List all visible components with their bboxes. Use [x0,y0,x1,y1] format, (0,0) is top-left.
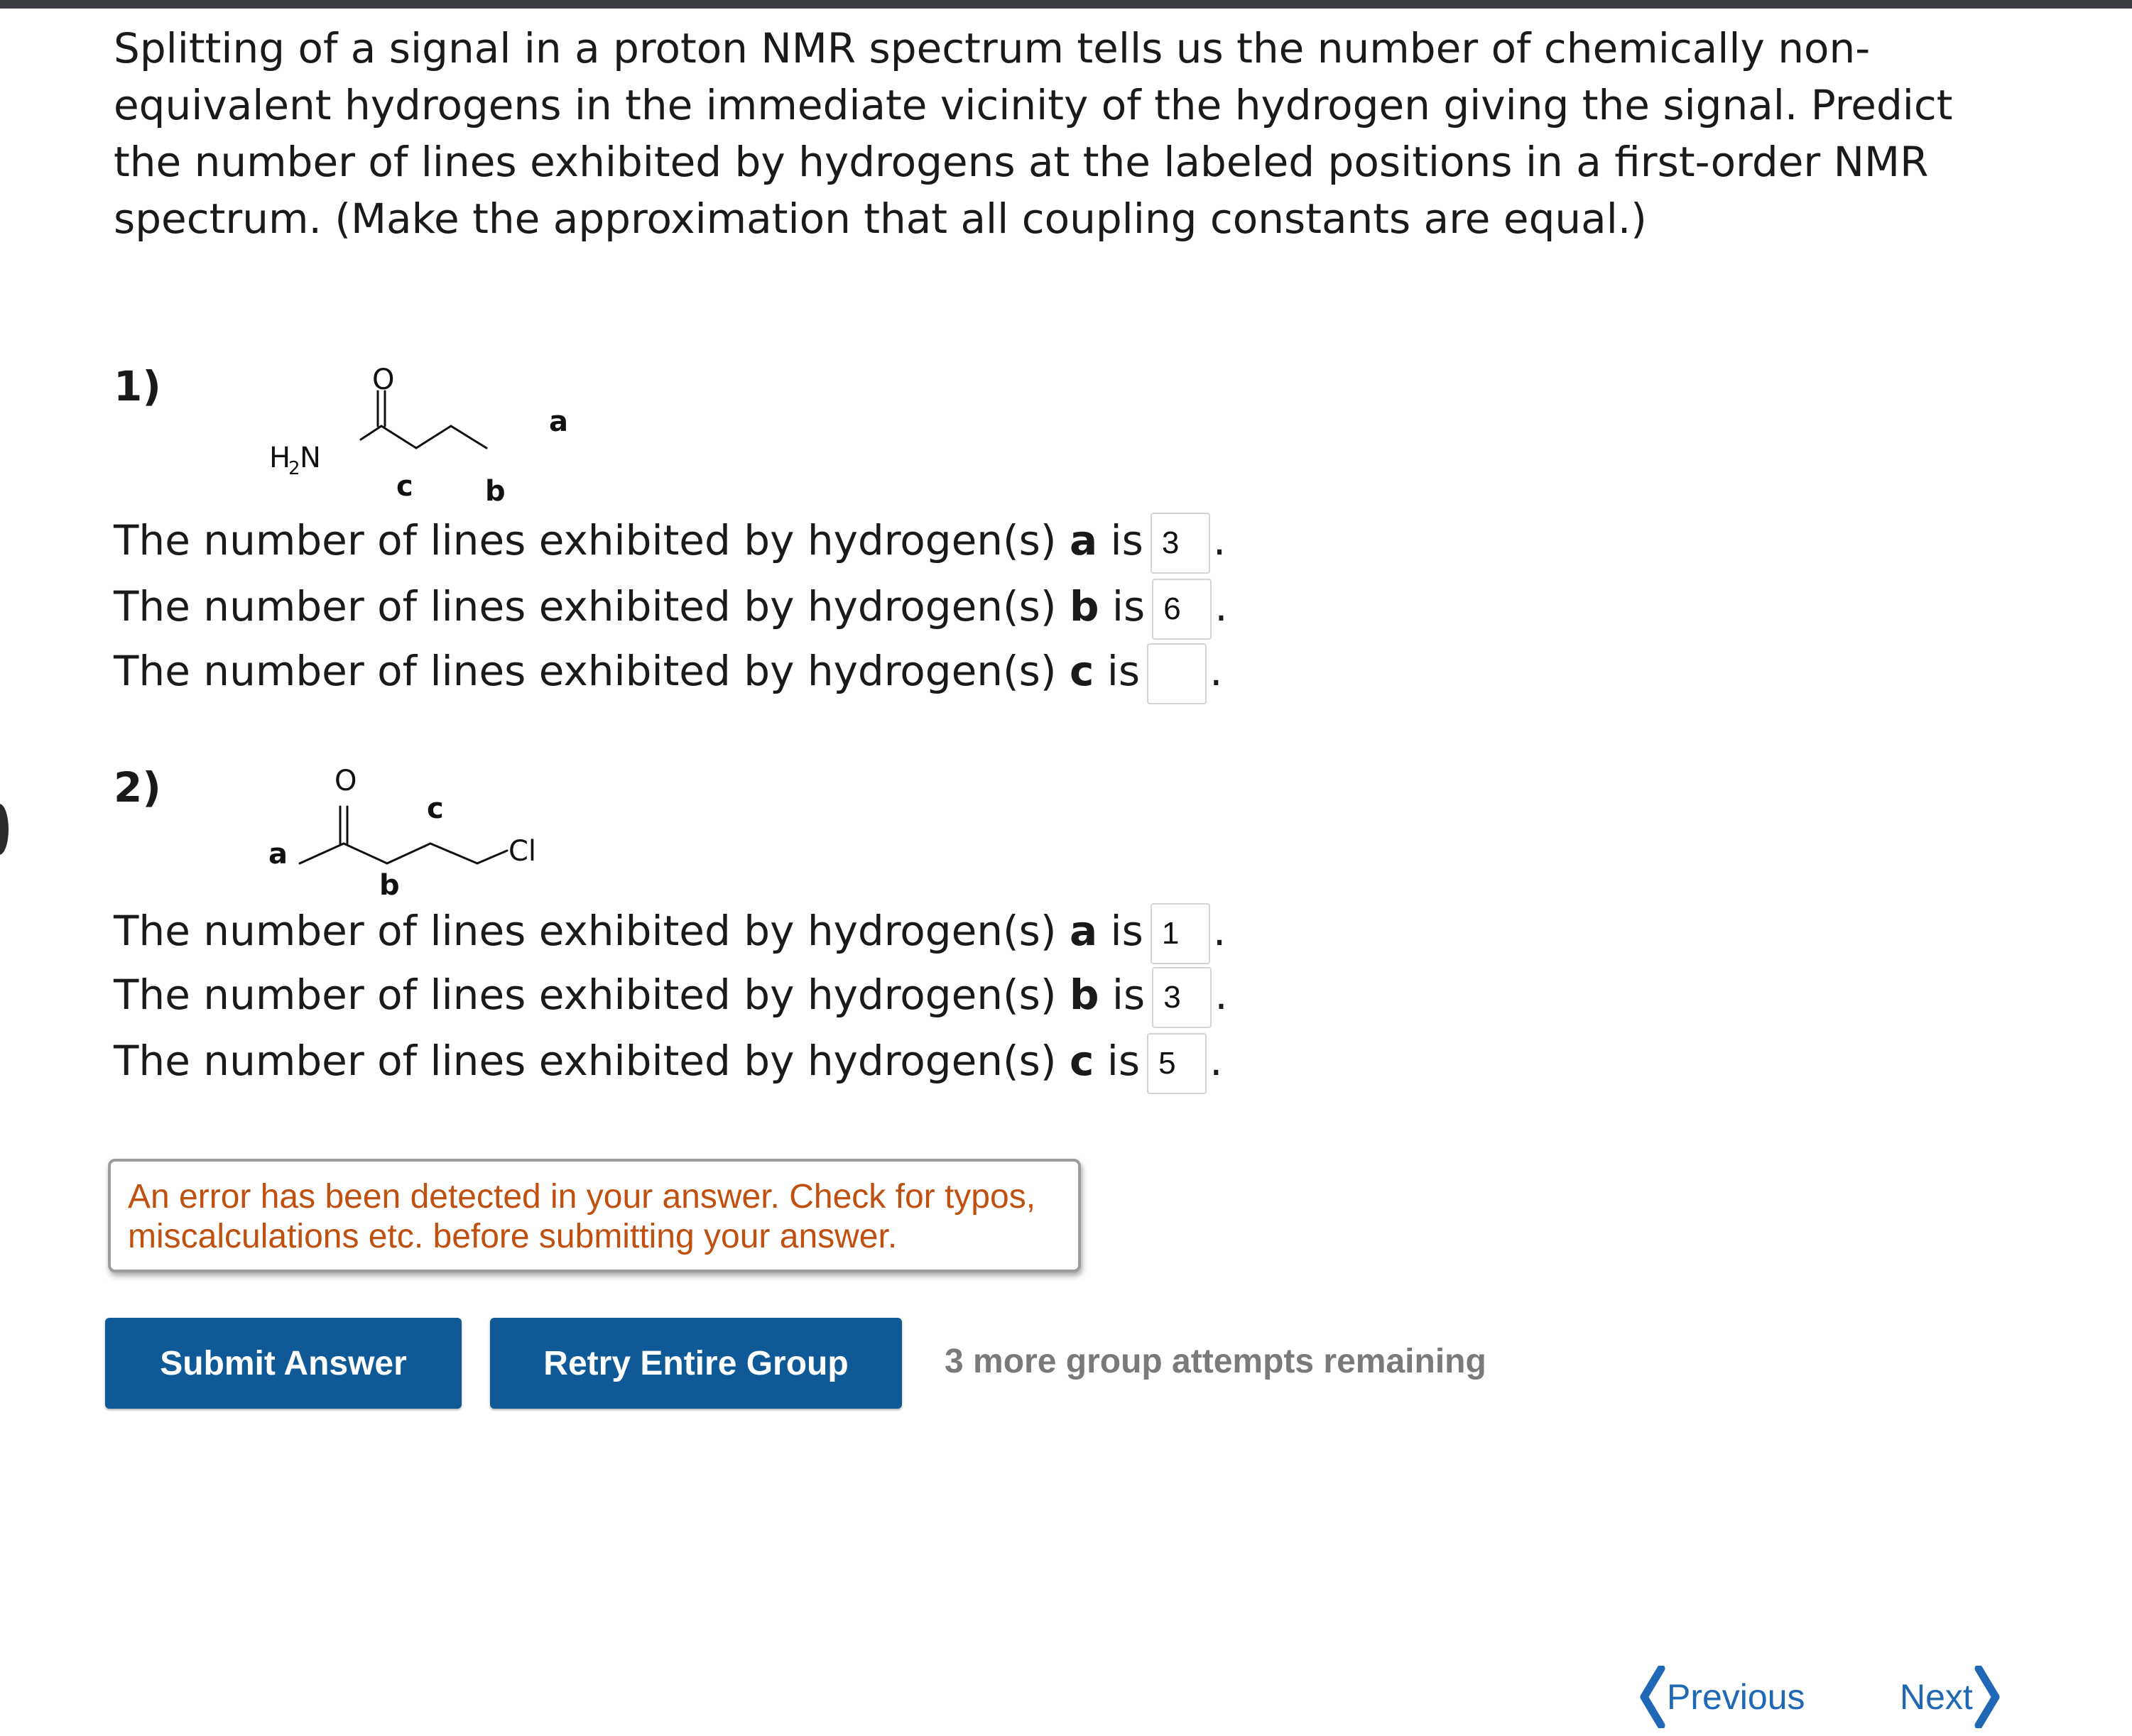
position-label-c: c [396,470,413,503]
bond-n-c1 [361,426,381,440]
next-link[interactable] [1900,1665,2003,1729]
line-prefix: The number of lines exhibited by hydrogen(s) [114,647,1070,695]
bond-c1-c2 [300,844,344,863]
line-suffix: is [1094,1037,1141,1085]
retry-entire-group-button[interactable]: Retry Entire Group [490,1318,902,1409]
bond-c1-c2 [381,426,416,448]
error-message-box [108,1159,1081,1272]
line-prefix: The number of lines exhibited by hydrogen(s) [114,971,1070,1019]
line-period: . [1214,582,1228,630]
question-2-number: 2) [114,763,161,812]
atom-oxygen: O [335,765,357,797]
line-period: . [1214,971,1228,1019]
submit-answer-button[interactable]: Submit Answer [105,1318,462,1409]
atom-h: H [269,442,291,474]
atom-nitrogen: N [300,442,321,474]
bond-c3-c4 [387,844,430,863]
line-suffix: is [1097,907,1143,955]
previous-link[interactable] [1637,1665,1805,1729]
bond-c4-c5 [430,844,477,863]
q1-answer-b-input[interactable] [1152,579,1212,640]
line-period: . [1212,907,1227,955]
line-prefix: The number of lines exhibited by hydrogen(s) [114,516,1070,564]
line-period: . [1209,1037,1223,1085]
position-label-b: b [379,869,400,902]
q2-answer-c-input[interactable] [1147,1033,1207,1094]
position-label-b: b [485,475,506,508]
line-label: b [1069,971,1099,1019]
q1-line-b [114,574,1228,638]
question-prompt: Splitting of a signal in a proton NMR spectrum tells us the number of chemically non-equivalent hydrogens in the immediate vicinity of the hydrogen giving the signal. Predict the number of lines exhibited by hydrogens at the labeled positions in a first-order NMR spectrum. (Make the approximation that all coupling constants are equal.) [114,24,1953,243]
question-1-number: 1) [114,362,161,410]
side-edge-tab[interactable] [0,804,9,855]
line-prefix: The number of lines exhibited by hydrogen(s) [114,907,1070,955]
bond-c5-cl [477,851,507,863]
attempts-remaining-text: 3 more group attempts remaining [945,1343,1486,1380]
line-label: c [1069,1037,1094,1085]
position-label-a: a [549,405,568,438]
line-prefix: The number of lines exhibited by hydrogen(s) [114,1037,1070,1085]
structure-1-butanamide [256,359,597,515]
atom-oxygen: O [372,364,395,396]
structure-2-chlorobutanone [256,760,568,902]
bond-c2-c3 [416,426,451,448]
chevron-left-icon [1637,1666,1667,1728]
line-period: . [1212,516,1227,564]
atom-chlorine: Cl [508,835,537,868]
line-suffix: is [1097,516,1143,564]
bond-c3-c4 [451,426,486,448]
position-label-a: a [268,838,288,870]
q1-line-c [114,639,1223,703]
line-period: . [1209,647,1223,695]
error-message-text: An error has been detected in your answer. Check for typos, miscalculations etc. before submitting your answer. [128,1178,1036,1255]
line-suffix: is [1099,971,1146,1019]
atom-h-subscript: 2 [288,458,300,479]
q1-line-a [114,508,1226,572]
line-label: b [1069,582,1099,630]
q2-line-b [114,963,1228,1027]
line-label: c [1069,647,1094,695]
line-label: a [1069,516,1098,564]
line-prefix: The number of lines exhibited by hydrogen(s) [114,582,1070,630]
position-label-c: c [427,792,444,825]
line-label: a [1069,907,1098,955]
q2-answer-a-input[interactable] [1151,903,1210,964]
previous-label: Previous [1667,1677,1805,1717]
top-bar [0,0,2132,9]
bond-c2-c3 [344,844,387,863]
q2-line-c [114,1029,1223,1093]
next-label: Next [1900,1677,1973,1717]
q2-answer-b-input[interactable] [1152,967,1212,1028]
q1-answer-a-input[interactable] [1151,513,1210,574]
line-suffix: is [1094,647,1141,695]
q1-answer-c-input[interactable] [1147,643,1207,704]
chevron-right-icon [1973,1666,2003,1728]
line-suffix: is [1099,582,1146,630]
q2-line-a [114,899,1226,963]
